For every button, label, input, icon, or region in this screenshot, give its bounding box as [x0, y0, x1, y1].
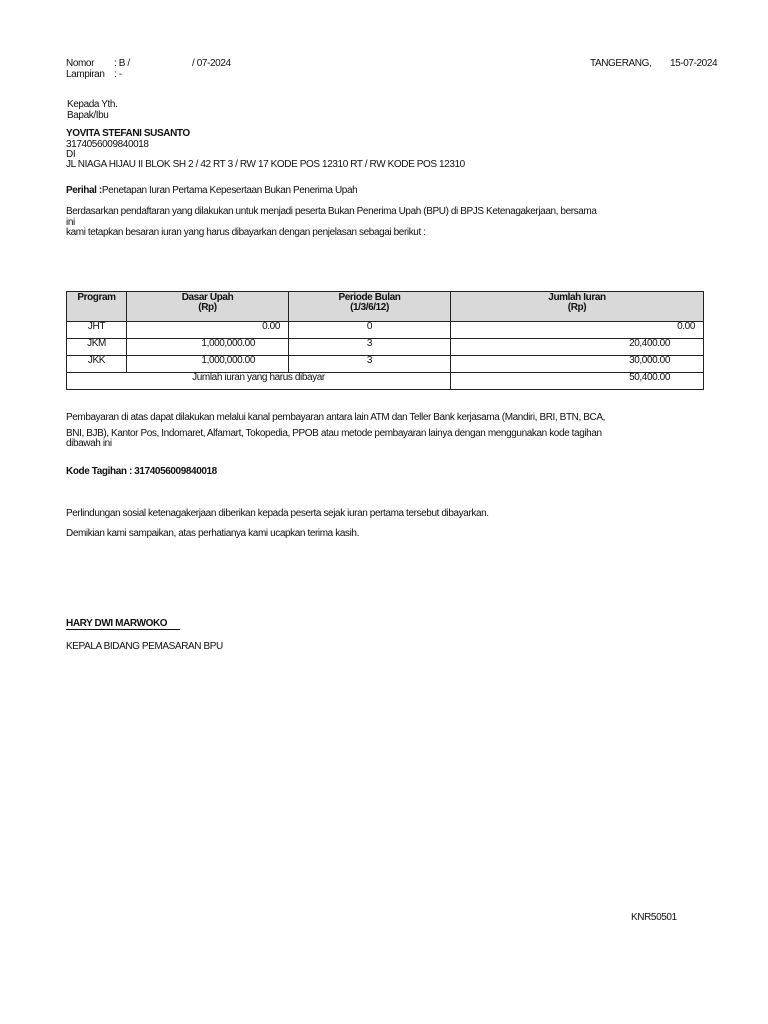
- payment-line-3: dibawah ini: [66, 438, 112, 449]
- cell-dasar-upah: 1,000,000.00: [127, 339, 289, 356]
- signature-underline: [66, 629, 180, 630]
- thanks-text: Demikian kami sampaikan, atas perhatianya kami ucapkan terima kasih.: [66, 528, 359, 539]
- recipient-di: DI: [66, 149, 76, 160]
- recipient-address: JL NIAGA HIJAU II BLOK SH 2 / 42 RT 3 / RW 17 KODE POS 12310 RT / RW KODE POS 12310: [66, 159, 465, 170]
- subject-label: Perihal :: [66, 185, 102, 196]
- table-header-row: [67, 292, 704, 322]
- total-value: 50,400.00: [451, 373, 704, 390]
- recipient-greeting: Kepada Yth.: [67, 99, 118, 110]
- table-row: [67, 356, 704, 373]
- signatory-title: KEPALA BIDANG PEMASARAN BPU: [66, 641, 223, 652]
- cell-program: JHT: [67, 322, 127, 339]
- letter-city: TANGERANG,: [590, 58, 652, 69]
- header-jumlah: Jumlah Iuran (Rp): [451, 292, 704, 322]
- table-row: [67, 322, 704, 339]
- table-total-row: [67, 373, 704, 390]
- cell-dasar-upah: 1,000,000.00: [127, 356, 289, 373]
- header-dasar-upah: Dasar Upah (Rp): [127, 292, 289, 322]
- total-label: Jumlah iuran yang harus dibayar: [67, 373, 451, 390]
- subject-line: [66, 185, 357, 196]
- cell-jumlah: 0.00: [451, 322, 704, 339]
- intro-line-1: Berdasarkan pendaftaran yang dilakukan untuk menjadi peserta Bukan Penerima Upah (BPU) di BPJS Ketenagakerjaan, bersama: [66, 206, 597, 217]
- intro-line-2: ini: [66, 217, 75, 228]
- cell-jumlah: 20,400.00: [451, 339, 704, 356]
- header-program: Program: [67, 292, 127, 322]
- protection-text: Perlindungan sosial ketenagakerjaan diberikan kepada peserta sejak iuran pertama tersebut dibayarkan.: [66, 508, 489, 519]
- billing-code: Kode Tagihan : 3174056009840018: [66, 466, 217, 477]
- header-periode: Periode Bulan (1/3/6/12): [289, 292, 451, 322]
- cell-dasar-upah: 0.00: [127, 322, 289, 339]
- footer-code: KNR50501: [631, 912, 677, 923]
- nomor-suffix: / 07-2024: [192, 58, 231, 69]
- lampiran-label: Lampiran: [66, 69, 105, 80]
- cell-periode: 3: [289, 339, 451, 356]
- intro-line-3: kami tetapkan besaran iuran yang harus dibayarkan dengan penjelasan sebagai berikut :: [66, 227, 426, 238]
- cell-jumlah: 30,000.00: [451, 356, 704, 373]
- payment-line-2: BNI, BJB), Kantor Pos, Indomaret, Alfamart, Tokopedia, PPOB atau metode pembayaran lainya dengan menggunakan kode tagihan: [66, 428, 602, 439]
- payment-line-1: Pembayaran di atas dapat dilakukan melalui kanal pembayaran antara lain ATM dan Teller Bank kerjasama (Mandiri, BRI, BTN, BCA,: [66, 412, 605, 423]
- recipient-salutation: Bapak/Ibu: [67, 110, 109, 121]
- letter-date: 15-07-2024: [670, 58, 718, 69]
- lampiran-value: : -: [114, 69, 122, 80]
- subject-text: Penetapan Iuran Pertama Kepesertaan Bukan Penerima Upah: [101, 185, 358, 196]
- recipient-id: 3174056009840018: [66, 139, 149, 150]
- cell-periode: 3: [289, 356, 451, 373]
- cell-periode: 0: [289, 322, 451, 339]
- nomor-value: : B /: [114, 58, 130, 69]
- cell-program: JKK: [67, 356, 127, 373]
- recipient-name: YOVITA STEFANI SUSANTO: [66, 128, 190, 139]
- contribution-table: [66, 291, 704, 390]
- signatory-name: HARY DWI MARWOKO: [66, 618, 168, 629]
- nomor-label: Nomor: [66, 58, 95, 69]
- table-row: [67, 339, 704, 356]
- cell-program: JKM: [67, 339, 127, 356]
